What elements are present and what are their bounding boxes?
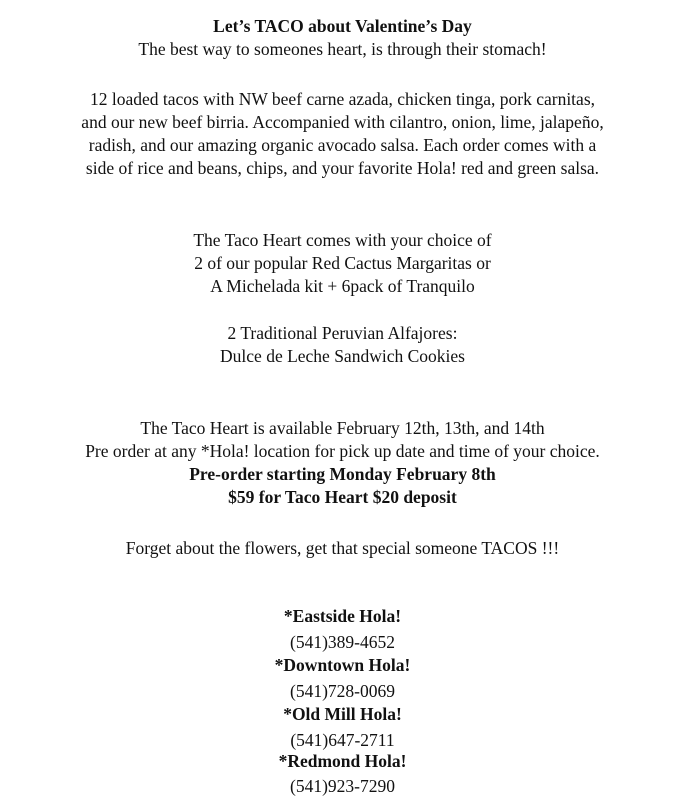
location-phone-redmond: (541)923-7290 bbox=[290, 776, 395, 796]
location-name-old-mill: *Old Mill Hola! bbox=[283, 704, 402, 724]
choice-line-1: The Taco Heart comes with your choice of bbox=[193, 230, 492, 250]
location-phone-eastside: (541)389-4652 bbox=[290, 632, 395, 652]
description-line-4: side of rice and beans, chips, and your favorite Hola! red and green salsa. bbox=[85, 158, 600, 178]
dessert-line-1: 2 Traditional Peruvian Alfajores: bbox=[227, 323, 458, 343]
preorder-date: Pre-order starting Monday February 8th bbox=[189, 464, 496, 484]
location-phone-downtown: (541)728-0069 bbox=[290, 681, 395, 701]
flyer-tagline: The best way to someones heart, is through their stomach! bbox=[138, 39, 547, 59]
flyer-title: Let’s TACO about Valentine’s Day bbox=[213, 16, 472, 36]
description-line-3: radish, and our amazing organic avocado salsa. Each order comes with a bbox=[88, 135, 597, 155]
description-line-2: and our new beef birria. Accompanied with cilantro, onion, lime, jalapeño, bbox=[81, 112, 604, 132]
location-name-downtown: *Downtown Hola! bbox=[274, 655, 411, 675]
description-line-1: 12 loaded tacos with NW beef carne azada, chicken tinga, pork carnitas, bbox=[89, 89, 595, 109]
location-name-redmond: *Redmond Hola! bbox=[278, 751, 407, 771]
choice-line-2: 2 of our popular Red Cactus Margaritas or bbox=[194, 253, 491, 273]
choice-line-3: A Michelada kit + 6pack of Tranquilo bbox=[210, 276, 475, 296]
location-name-eastside: *Eastside Hola! bbox=[283, 606, 402, 626]
dessert-line-2: Dulce de Leche Sandwich Cookies bbox=[220, 346, 465, 366]
closing-line: Forget about the flowers, get that special someone TACOS !!! bbox=[125, 538, 560, 558]
availability-line-2: Pre order at any *Hola! location for pick up date and time of your choice. bbox=[85, 441, 600, 461]
availability-line-1: The Taco Heart is available February 12th, 13th, and 14th bbox=[140, 418, 545, 438]
location-phone-old-mill: (541)647-2711 bbox=[290, 730, 395, 750]
price-info: $59 for Taco Heart $20 deposit bbox=[228, 487, 457, 507]
